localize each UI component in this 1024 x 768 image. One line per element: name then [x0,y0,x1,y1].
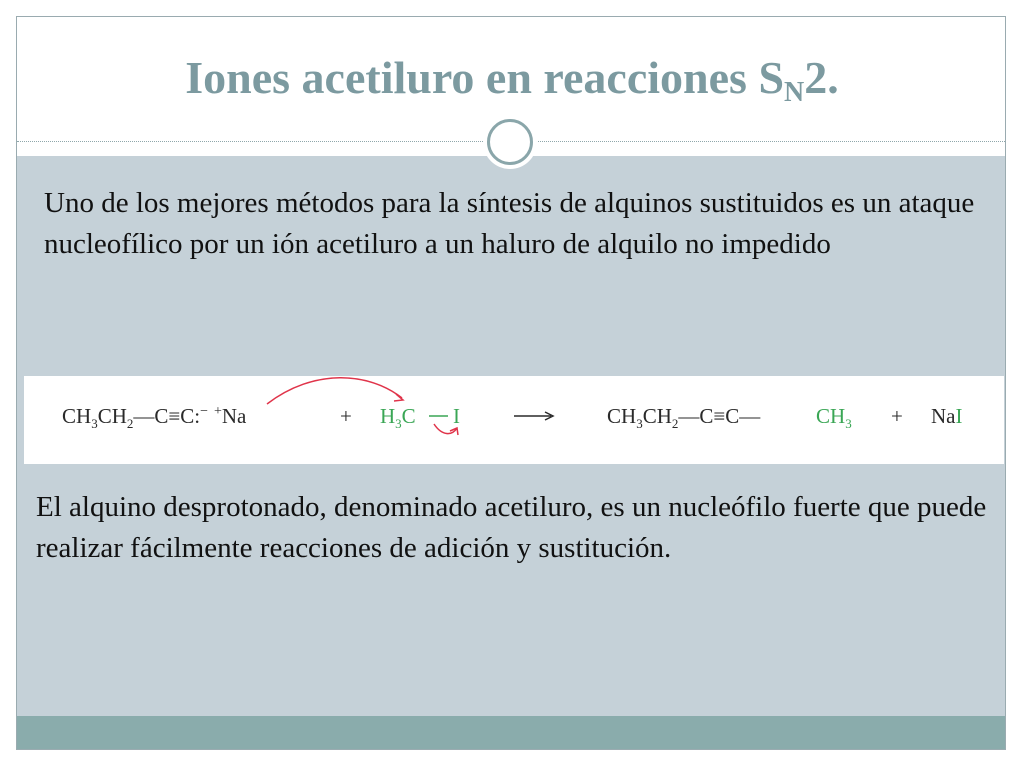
product-2-cation: Na [931,404,956,428]
reactant-2-methyl: $H_3C$ [380,404,416,431]
title-tail: 2. [804,52,839,103]
counterion: Na [221,404,247,428]
intro-paragraph: Uno de los mejores métodos para la síntesis de alquinos sustituidos es un ataque nucleofílico por un ión acetiluro a un haluro de alquilo no impedido [44,187,975,260]
product-1-methyl: $CH_3$ [816,404,852,431]
circle-ornament-icon [483,115,537,169]
reactant-1-chain: $CH_3CH_2—C\equiv C:^- +Na$ [62,404,247,431]
reactant-1-charge: − [200,404,208,419]
product-2-nai [931,404,963,428]
counterion-charge: + [213,404,222,419]
slide-title [0,50,1024,106]
title-main: Iones acetiluro en reacciones S [185,52,785,103]
curved-arrow-nucleophile-icon [267,378,402,404]
reaction-equation [24,376,1004,464]
footer-band [17,716,1005,749]
product-1-chain: $CH_3CH_2—C\equiv C—$ [607,404,761,431]
plus-1: + [340,404,352,428]
title-subscript: N [784,77,805,108]
product-2-anion: I [955,404,963,428]
reaction-svg [24,376,1004,464]
explanation-paragraph: El alquino desprotonado, denominado acetiluro, es un nucleófilo fuerte que puede realizar fácilmente reacciones de adición y sustitución. [36,491,987,564]
plus-2: + [891,404,903,428]
reactant-2-iodine: I [453,404,460,428]
